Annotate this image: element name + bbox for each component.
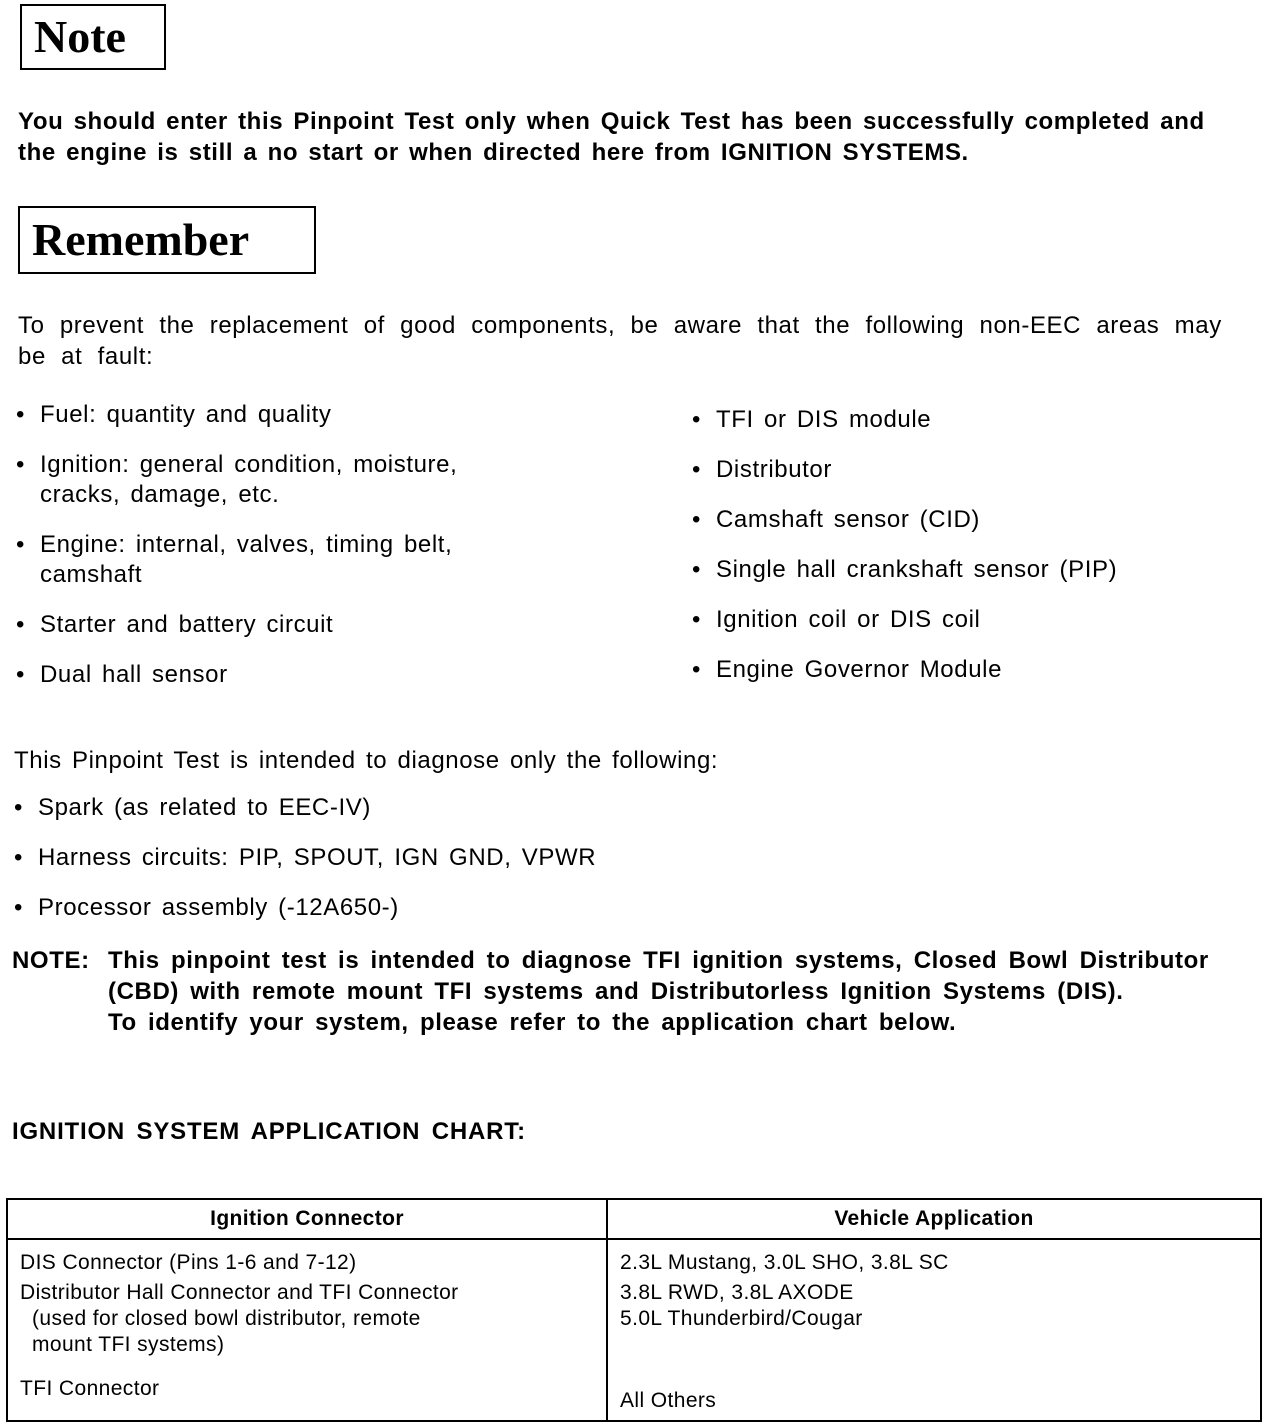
system-note-label: NOTE: [12,947,90,974]
table-row [7,1376,1261,1421]
remember-heading-text: Remember [32,214,250,265]
list-item: • Engine: internal, valves, timing belt, camshaft [16,530,540,590]
note-heading-text: Note [34,11,126,62]
list-item: • Ignition: general condition, moisture, cracks, damage, etc. [16,450,540,510]
cell-line: Distributor Hall Connector and TFI Connector [20,1281,459,1304]
list-item: • Ignition coil or DIS coil [692,605,1252,635]
system-note-line1: This pinpoint test is intended to diagnose TFI ignition systems, Closed Bowl Distributor (CBD) with remote mount TFI systems and Distributorless Ignition Systems (DIS). [108,947,1209,1005]
list-item: • TFI or DIS module [692,405,1252,435]
cell-line: TFI Connector [20,1377,160,1400]
list-item: • Distributor [692,455,1252,485]
table-row [7,1239,1261,1280]
application-cell [607,1376,1261,1421]
list-item: • Camshaft sensor (CID) [692,505,1252,535]
non-eec-left-list [16,400,576,710]
cell-line: 3.8L RWD, 3.8L AXODE [620,1281,854,1304]
application-cell [607,1239,1261,1280]
system-note-body [108,945,1238,1038]
remember-heading [18,206,316,274]
cell-line: All Others [620,1389,717,1412]
table-row [7,1280,1261,1376]
connector-cell [7,1280,607,1376]
cell-line: 5.0L Thunderbird/Cougar [620,1307,863,1330]
connector-cell [7,1239,607,1280]
non-eec-right-list [692,405,1252,705]
list-item: • Starter and battery circuit [16,610,576,640]
list-item: • Harness circuits: PIP, SPOUT, IGN GND, VPWR [14,843,814,873]
cell-line: DIS Connector (Pins 1-6 and 7-12) [20,1251,357,1274]
list-item: • Engine Governor Module [692,655,1252,685]
header-vehicle-application: Vehicle Application [607,1199,1261,1239]
list-item: • Fuel: quantity and quality [16,400,576,430]
list-item: • Processor assembly (-12A650-) [14,893,814,923]
cell-line: (used for closed bowl distributor, remote [32,1307,421,1330]
diagnose-list [14,793,814,943]
header-ignition-connector: Ignition Connector [7,1199,607,1239]
diagnose-intro: This Pinpoint Test is intended to diagnose only the following: [14,747,719,774]
list-item: • Dual hall sensor [16,660,576,690]
note-heading [20,4,166,70]
application-chart-table [6,1198,1262,1422]
list-item: • Spark (as related to EEC-IV) [14,793,814,823]
note-text: You should enter this Pinpoint Test only when Quick Test has been successfully completed and the engine is still a no start or when directed here from IGNITION SYSTEMS. [18,108,1205,166]
remember-text: To prevent the replacement of good components, be aware that the following non-EEC areas may be at fault: [18,312,1222,370]
cell-line: mount TFI systems) [32,1333,225,1356]
list-item: • Single hall crankshaft sensor (PIP) [692,555,1252,585]
connector-cell [7,1376,607,1421]
cell-line: 2.3L Mustang, 3.0L SHO, 3.8L SC [620,1251,949,1274]
application-cell [607,1280,1261,1376]
table-header-row [7,1199,1261,1239]
chart-title: IGNITION SYSTEM APPLICATION CHART: [12,1118,526,1145]
system-note-line2: To identify your system, please refer to the application chart below. [108,1009,957,1036]
